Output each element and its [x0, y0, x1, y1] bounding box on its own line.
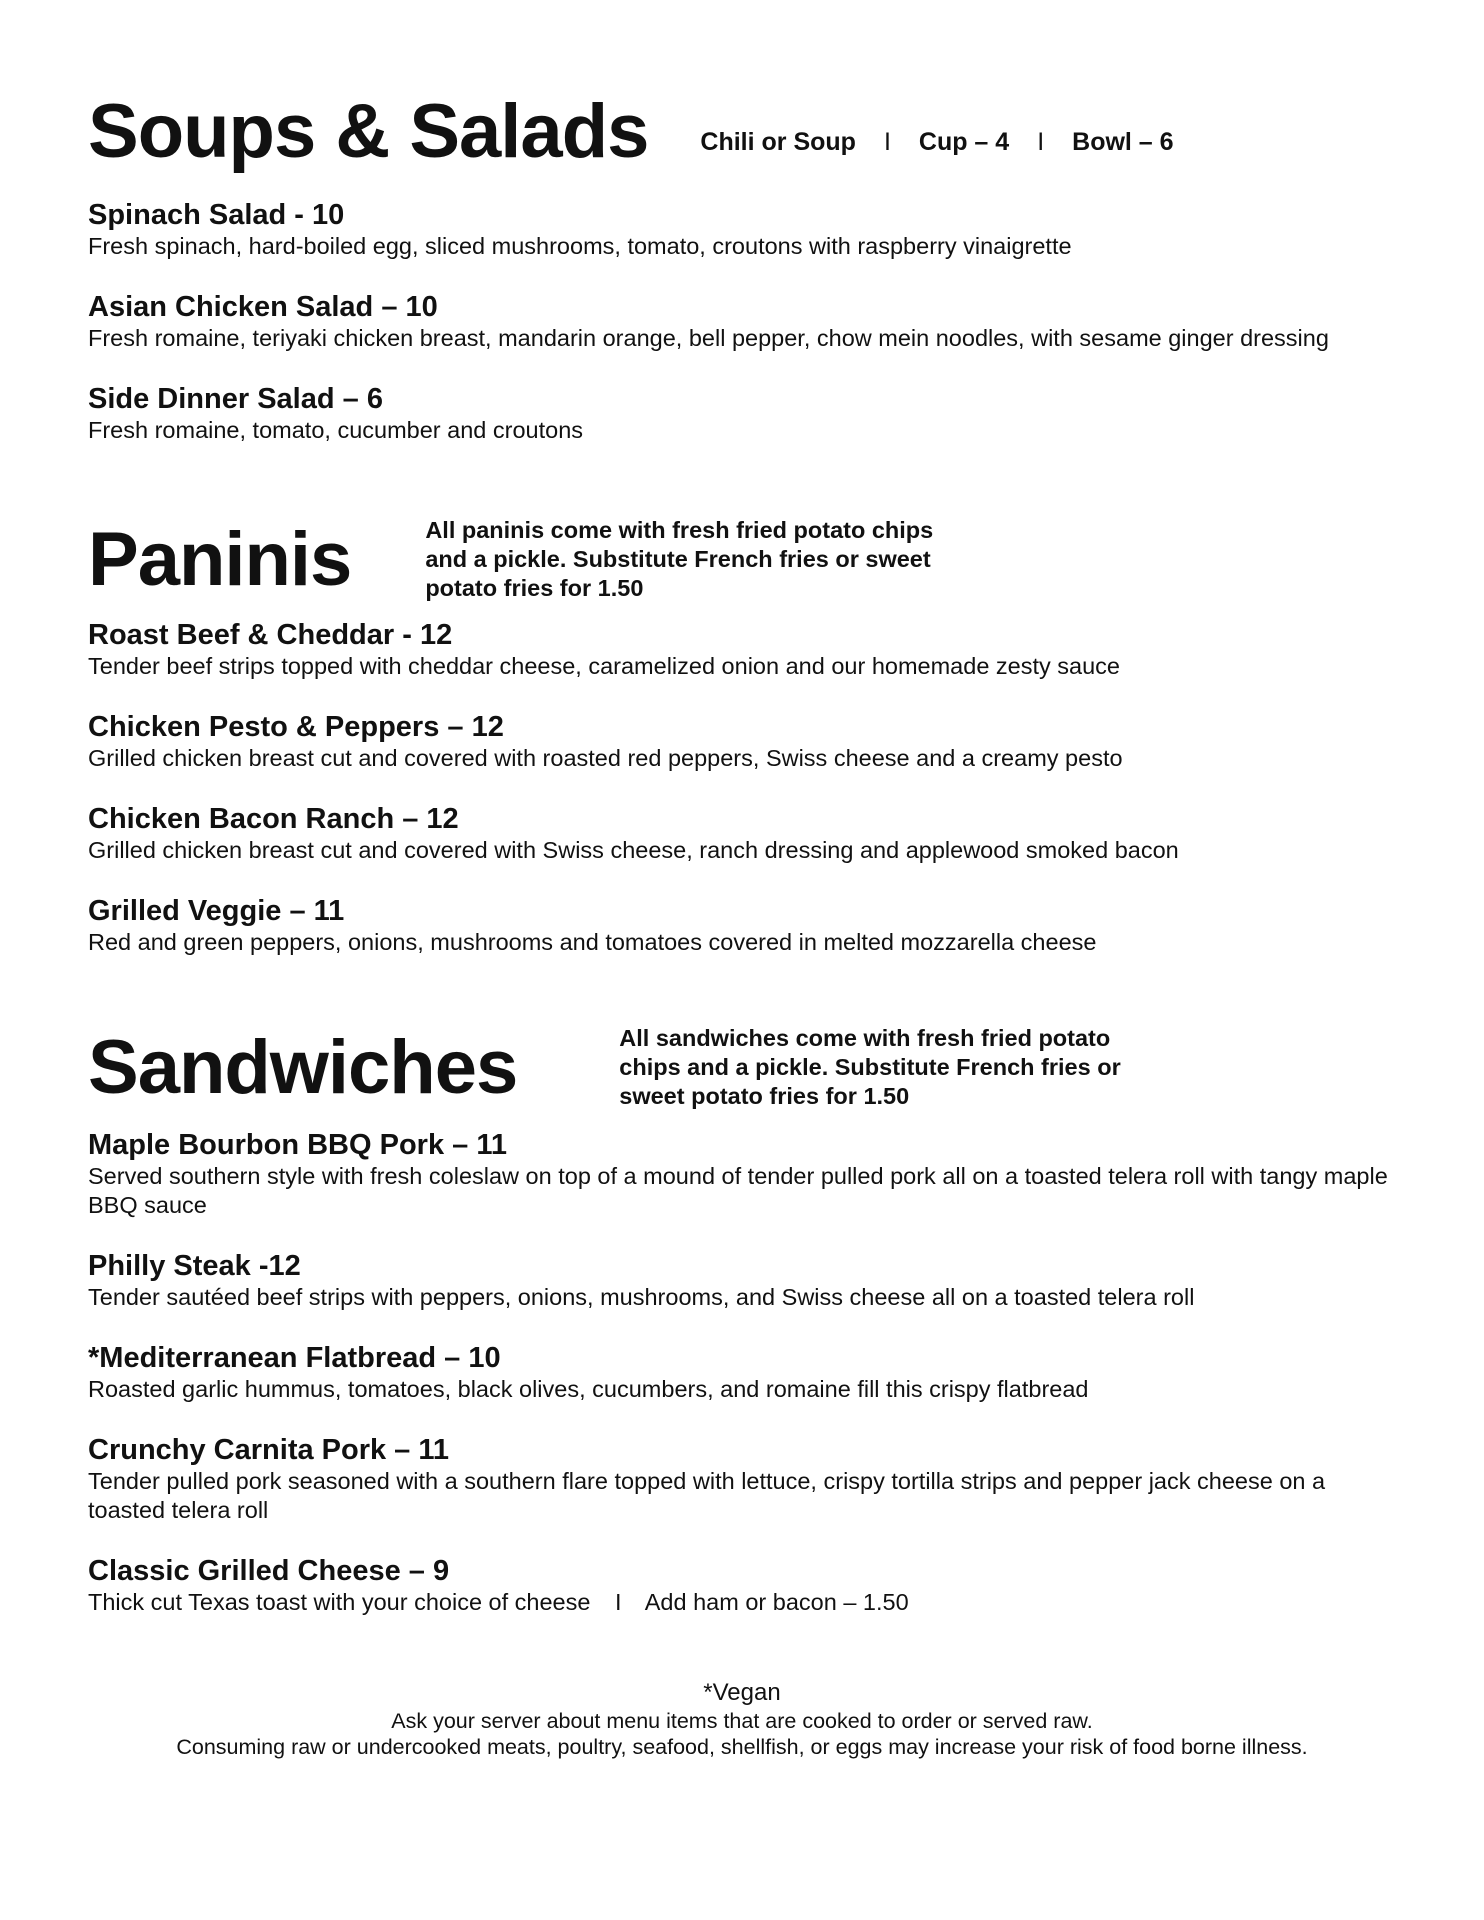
item-description: Grilled chicken breast cut and covered with Swiss cheese, ranch dressing and applewood smoked bacon	[88, 837, 1179, 863]
item-name: Classic Grilled Cheese – 9	[88, 1555, 450, 1587]
menu-item	[88, 198, 1072, 261]
health-warning: Consuming raw or undercooked meats, poultry, seafood, shellfish, or eggs may increase your risk of food borne illness.	[176, 1735, 1308, 1759]
menu-item	[88, 1249, 1194, 1312]
note-line: chips and a pickle. Substitute French fries or	[619, 1054, 1121, 1080]
vegan-note: *Vegan	[703, 1679, 781, 1706]
soup-option-cup: Cup – 4	[918, 128, 1010, 156]
item-description: Tender beef strips topped with cheddar cheese, caramelized onion and our homemade zesty sauce	[88, 653, 1121, 679]
section-title-sandwiches: Sandwiches	[88, 1025, 518, 1110]
sandwiches-header	[88, 1024, 1121, 1111]
menu-item	[88, 1341, 1088, 1404]
menu-item	[88, 894, 1096, 957]
menu-item	[88, 618, 1120, 681]
item-description-addon: Add ham or bacon – 1.50	[644, 1589, 909, 1615]
separator: I	[883, 128, 891, 156]
menu-item	[88, 1128, 1398, 1220]
soup-option-type: Chili or Soup	[700, 128, 856, 156]
soup-options	[700, 128, 1173, 157]
note-line: and a pickle. Substitute French fries or sweet	[425, 546, 931, 572]
item-name: Crunchy Carnita Pork – 11	[88, 1434, 450, 1466]
menu-item	[88, 382, 583, 445]
paninis-header	[88, 516, 933, 603]
item-description: Red and green peppers, onions, mushrooms and tomatoes covered in melted mozzarella cheese	[88, 929, 1097, 955]
item-description: Fresh spinach, hard-boiled egg, sliced mushrooms, tomato, croutons with raspberry vinaigrette	[88, 233, 1072, 259]
soup-option-bowl: Bowl – 6	[1072, 128, 1174, 156]
item-description: Fresh romaine, tomato, cucumber and croutons	[88, 417, 584, 443]
item-name: Chicken Bacon Ranch – 12	[88, 803, 459, 835]
note-line: All paninis come with fresh fried potato chips	[425, 517, 934, 543]
item-name: Grilled Veggie – 11	[88, 895, 345, 927]
menu-item	[88, 290, 1329, 353]
section-title-paninis: Paninis	[88, 517, 352, 602]
item-name: Philly Steak -12	[88, 1250, 301, 1282]
item-description: Fresh romaine, teriyaki chicken breast, mandarin orange, bell pepper, chow mein noodles, with sesame ginger dressing	[88, 325, 1329, 351]
item-name: Asian Chicken Salad – 10	[88, 291, 438, 323]
item-description	[88, 1588, 909, 1617]
item-name: *Mediterranean Flatbread – 10	[88, 1342, 501, 1374]
item-description: Served southern style with fresh coleslaw on top of a mound of tender pulled pork all on a toasted telera roll with tangy maple BBQ sauce	[88, 1163, 1388, 1218]
menu-item	[88, 710, 1123, 773]
item-name: Side Dinner Salad – 6	[88, 383, 383, 415]
note-line: All sandwiches come with fresh fried potato	[619, 1025, 1111, 1051]
section-title-soups: Soups & Salads	[88, 89, 649, 174]
menu-item	[88, 1433, 1398, 1525]
item-description: Tender sautéed beef strips with peppers, onions, mushrooms, and Swiss cheese all on a toasted telera roll	[88, 1284, 1195, 1310]
menu-item	[88, 802, 1179, 865]
separator: I	[614, 1589, 622, 1615]
separator: I	[1037, 128, 1045, 156]
menu-footer	[0, 1678, 1484, 1760]
item-name: Spinach Salad - 10	[88, 199, 345, 231]
item-description: Tender pulled pork seasoned with a southern flare topped with lettuce, crispy tortilla strips and pepper jack cheese on a toasted telera roll	[88, 1468, 1326, 1523]
item-description: Roasted garlic hummus, tomatoes, black olives, cucumbers, and romaine fill this crispy flatbread	[88, 1376, 1089, 1402]
soups-header	[88, 89, 1418, 174]
note-line: potato fries for 1.50	[425, 575, 644, 601]
menu-item	[88, 1554, 909, 1617]
item-description-main: Thick cut Texas toast with your choice of cheese	[88, 1589, 591, 1615]
note-line: sweet potato fries for 1.50	[619, 1083, 910, 1109]
paninis-note	[425, 516, 933, 603]
item-name: Chicken Pesto & Peppers – 12	[88, 711, 504, 743]
item-description: Grilled chicken breast cut and covered with roasted red peppers, Swiss cheese and a creamy pesto	[88, 745, 1123, 771]
item-name: Maple Bourbon BBQ Pork – 11	[88, 1129, 507, 1161]
item-name: Roast Beef & Cheddar - 12	[88, 619, 453, 651]
server-note: Ask your server about menu items that are cooked to order or served raw.	[391, 1709, 1093, 1733]
sandwiches-note	[619, 1024, 1120, 1111]
